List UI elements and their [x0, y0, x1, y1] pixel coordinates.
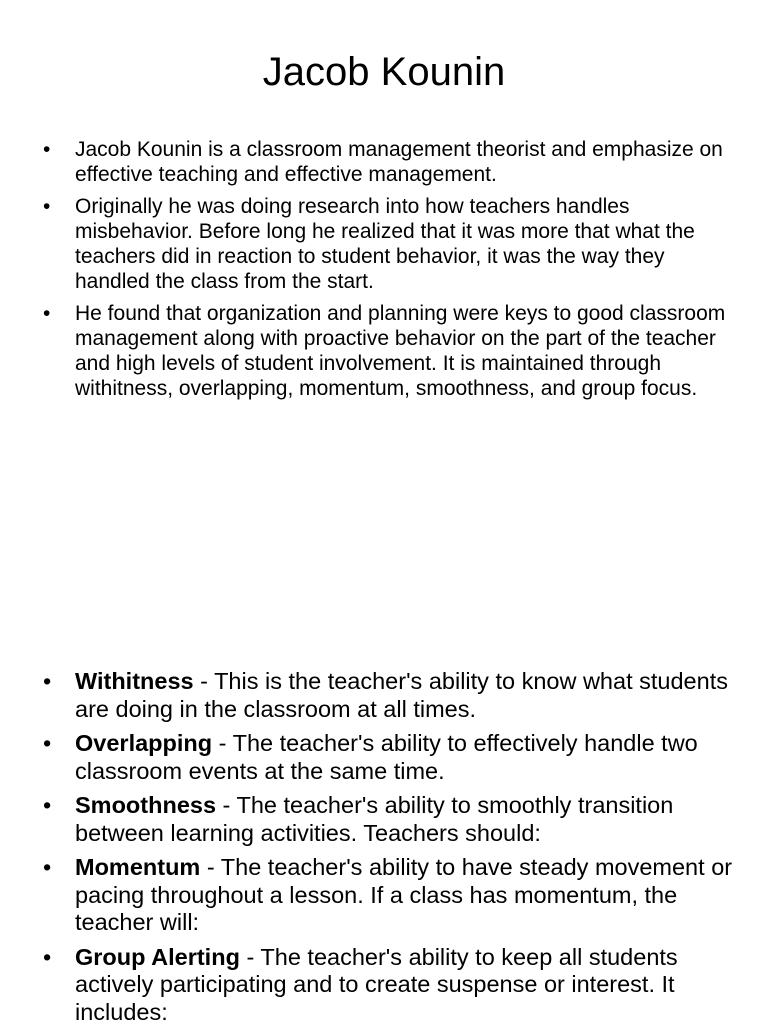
slide-2	[0, 512, 768, 1024]
list-item-group-alerting	[43, 944, 743, 1027]
list-item-smoothness	[43, 792, 743, 847]
term-label: Momentum	[75, 854, 201, 880]
term-label: Overlapping	[75, 730, 213, 756]
bullet-text: Jacob Kounin is a classroom management theorist and emphasize on effective teaching and effective management.	[75, 138, 723, 186]
list-item	[43, 301, 733, 401]
list-item-momentum	[43, 854, 743, 937]
bullet-icon: •	[43, 668, 52, 694]
list-item	[43, 194, 733, 294]
term-description: - The teacher's ability to have steady movement or pacing throughout a lesson. If a class has momentum, the teacher will:	[75, 854, 733, 935]
term-description: - The teacher's ability to smoothly transition between learning activities. Teachers should:	[75, 792, 674, 846]
term-description: - This is the teacher's ability to know what students are doing in the classroom at all times.	[75, 668, 728, 722]
bullet-icon: •	[43, 138, 51, 161]
slide-title: Jacob Kounin	[262, 50, 506, 94]
bullet-text: He found that organization and planning were keys to good classroom management along with proactive behavior on the part of the teacher and high levels of student involvement. It is maintained through withitness, overlapping, momentum, smoothness, and group focus.	[75, 302, 726, 400]
bullet-icon: •	[43, 730, 52, 756]
bullet-icon: •	[43, 792, 52, 818]
term-description: - The teacher's ability to keep all students actively participating and to create suspense or interest. It includes:	[75, 943, 678, 1025]
term-label: Withitness	[75, 668, 194, 694]
term-label: Group Alerting	[75, 943, 240, 970]
bullet-icon: •	[43, 302, 51, 325]
slide-1	[0, 0, 768, 512]
bullet-list-concepts	[43, 668, 743, 1033]
bullet-text: Originally he was doing research into how teachers handles misbehavior. Before long he realized that it was more that what the teachers did in reaction to student behavior, it was the way they handled the class from the start.	[75, 195, 695, 293]
term-description: - The teacher's ability to effectively handle two classroom events at the same time.	[75, 730, 698, 784]
list-item-overlapping	[43, 730, 743, 785]
bullet-icon: •	[43, 943, 52, 970]
bullet-list-intro	[43, 137, 733, 408]
bullet-icon: •	[43, 195, 51, 218]
list-item-withitness	[43, 668, 743, 723]
bullet-icon: •	[43, 854, 52, 880]
term-label: Smoothness	[75, 792, 217, 818]
list-item	[43, 137, 733, 187]
